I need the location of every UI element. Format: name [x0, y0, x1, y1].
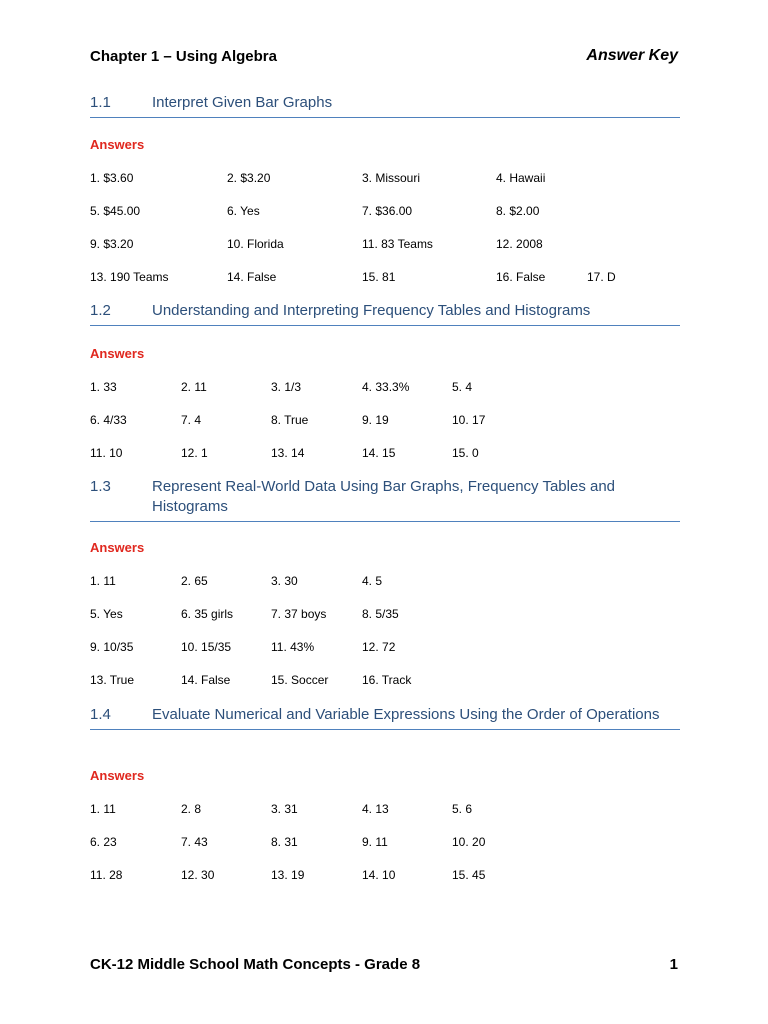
- answer-item: 1. 33: [90, 380, 117, 394]
- answer-row: [90, 835, 680, 868]
- section-heading: [90, 705, 680, 725]
- answer-item: 7. 43: [181, 835, 208, 849]
- answer-row: [90, 640, 680, 673]
- answer-item: 1. 11: [90, 802, 116, 816]
- answer-row: [90, 237, 680, 270]
- answer-item: 9. 19: [362, 413, 389, 427]
- section-1-2: [90, 301, 680, 460]
- section-title: Understanding and Interpreting Frequency Tables and Histograms: [152, 302, 591, 319]
- answer-item: 15. 0: [452, 446, 479, 460]
- answer-item: 7. 37 boys: [271, 607, 327, 621]
- answer-item: 1. 11: [90, 574, 116, 588]
- answer-item: 15. 81: [362, 270, 396, 284]
- answer-item: 4. 13: [362, 802, 389, 816]
- answer-item: 16. Track: [362, 673, 412, 687]
- answers-grid: [90, 802, 680, 901]
- section-divider: [90, 521, 680, 522]
- answer-item: 3. 1/3: [271, 380, 302, 394]
- answer-item: 13. 190 Teams: [90, 270, 169, 284]
- answer-item: 3. 30: [271, 574, 298, 588]
- answer-item: 8. 31: [271, 835, 298, 849]
- answer-item: 3. 31: [271, 802, 298, 816]
- section-title: Interpret Given Bar Graphs: [152, 94, 333, 111]
- answer-item: 5. $45.00: [90, 204, 141, 218]
- section-number: 1.3: [90, 478, 111, 495]
- page-header: [90, 48, 678, 72]
- answer-key-label: Answer Key: [586, 47, 678, 64]
- answer-row: [90, 673, 680, 706]
- answer-item: 2. 65: [181, 574, 208, 588]
- section-number: 1.4: [90, 706, 111, 723]
- answer-item: 12. 30: [181, 868, 215, 882]
- answer-item: 14. 10: [362, 868, 396, 882]
- section-1-3: [90, 477, 680, 687]
- answers-grid: [90, 171, 680, 303]
- answer-item: 10. 20: [452, 835, 486, 849]
- section-title: Evaluate Numerical and Variable Expressions Using the Order of Operations: [152, 706, 660, 723]
- answer-item: 9. 11: [362, 835, 388, 849]
- section-1-1: [90, 93, 680, 284]
- chapter-title: Chapter 1 – Using Algebra: [90, 48, 277, 65]
- answer-item: 8. True: [271, 413, 309, 427]
- page-footer: [90, 956, 680, 978]
- answer-item: 11. 28: [90, 868, 123, 882]
- answer-item: 12. 72: [362, 640, 396, 654]
- answers-label: Answers: [90, 346, 145, 361]
- answer-row: [90, 446, 680, 479]
- answer-item: 8. 5/35: [362, 607, 399, 621]
- section-divider: [90, 729, 680, 730]
- answer-row: [90, 413, 680, 446]
- answer-item: 10. 15/35: [181, 640, 232, 654]
- section-divider: [90, 117, 680, 118]
- answer-row: [90, 607, 680, 640]
- footer-title: CK-12 Middle School Math Concepts - Grade 8: [90, 956, 421, 973]
- answer-item: 2. $3.20: [227, 171, 271, 185]
- section-divider: [90, 325, 680, 326]
- answer-item: 16. False: [496, 270, 546, 284]
- answer-item: 15. Soccer: [271, 673, 329, 687]
- answer-item: 4. 33.3%: [362, 380, 410, 394]
- answer-item: 2. 8: [181, 802, 202, 816]
- answer-item: 11. 43%: [271, 640, 315, 654]
- answer-item: 9. $3.20: [90, 237, 134, 251]
- answer-item: 1. $3.60: [90, 171, 134, 185]
- answer-item: 2. 11: [181, 380, 207, 394]
- answer-row: [90, 204, 680, 237]
- answer-row: [90, 171, 680, 204]
- answer-item: 6. 35 girls: [181, 607, 234, 621]
- answer-item: 10. 17: [452, 413, 486, 427]
- section-heading: [90, 93, 680, 113]
- answer-item: 5. 4: [452, 380, 473, 394]
- section-number: 1.1: [90, 94, 111, 111]
- answer-item: 13. 14: [271, 446, 305, 460]
- answer-item: 4. Hawaii: [496, 171, 546, 185]
- answer-row: [90, 574, 680, 607]
- answer-item: 14. False: [227, 270, 277, 284]
- answers-label: Answers: [90, 137, 145, 152]
- answer-item: 5. Yes: [90, 607, 123, 621]
- answer-item: 3. Missouri: [362, 171, 421, 185]
- answer-item: 7. 4: [181, 413, 202, 427]
- answer-item: 6. Yes: [227, 204, 260, 218]
- answer-item: 15. 45: [452, 868, 486, 882]
- section-heading: [90, 301, 680, 321]
- answers-grid: [90, 380, 680, 479]
- page-number: 1: [669, 956, 678, 973]
- answer-row: [90, 380, 680, 413]
- answers-grid: [90, 574, 680, 706]
- answer-item: 6. 23: [90, 835, 117, 849]
- answer-item: 10. Florida: [227, 237, 284, 251]
- answer-item: 9. 10/35: [90, 640, 134, 654]
- section-number: 1.2: [90, 302, 111, 319]
- answer-row: [90, 868, 680, 901]
- answer-row: [90, 270, 680, 303]
- answer-item: 14. False: [181, 673, 231, 687]
- answers-label: Answers: [90, 768, 145, 783]
- answer-item: 12. 1: [181, 446, 208, 460]
- answers-label: Answers: [90, 540, 145, 555]
- answer-item: 4. 5: [362, 574, 383, 588]
- section-1-4: [90, 705, 680, 882]
- answer-item: 8. $2.00: [496, 204, 540, 218]
- answer-item: 12. 2008: [496, 237, 543, 251]
- answer-item: 14. 15: [362, 446, 396, 460]
- section-title: Represent Real-World Data Using Bar Graphs, Frequency Tables and Histograms: [152, 478, 616, 515]
- answer-item: 11. 10: [90, 446, 123, 460]
- section-heading: [90, 477, 680, 517]
- answer-item: 11. 83 Teams: [362, 237, 433, 251]
- answer-item: 7. $36.00: [362, 204, 413, 218]
- answer-item: 5. 6: [452, 802, 473, 816]
- answer-item: 13. 19: [271, 868, 305, 882]
- answer-item: 17. D: [587, 270, 616, 284]
- answer-item: 13. True: [90, 673, 135, 687]
- answer-row: [90, 802, 680, 835]
- answer-item: 6. 4/33: [90, 413, 127, 427]
